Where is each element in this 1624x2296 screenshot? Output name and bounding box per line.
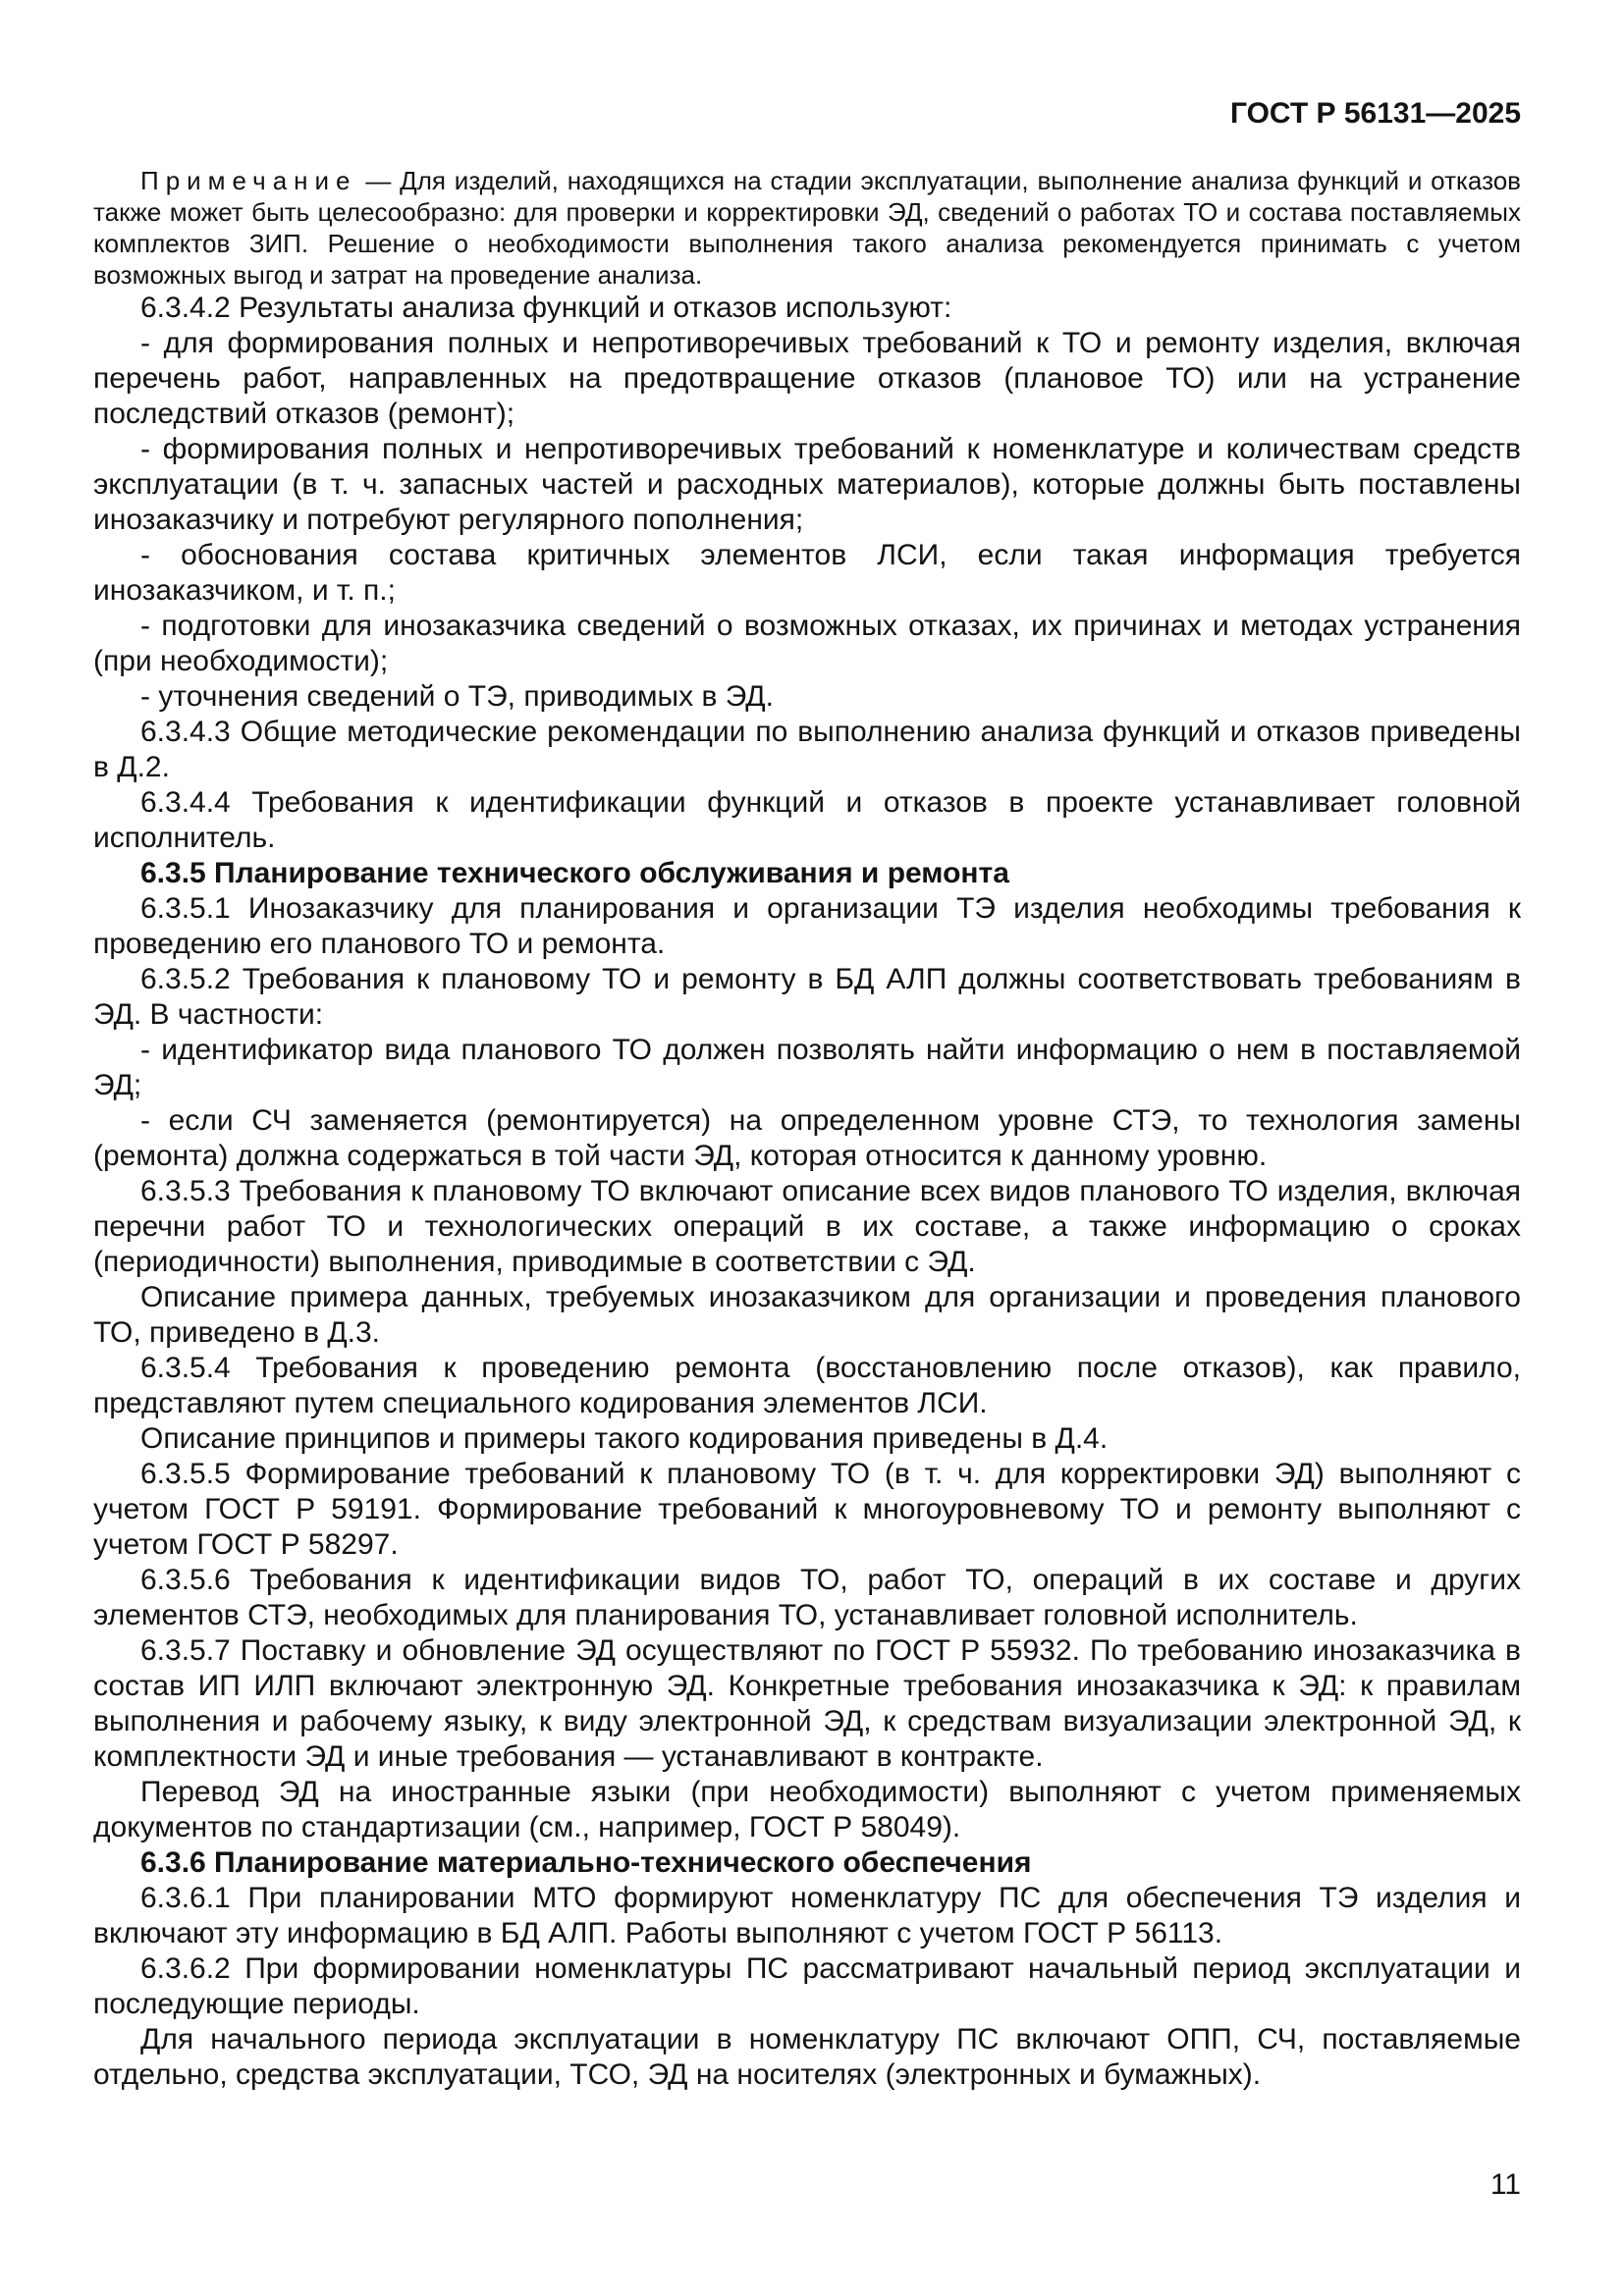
paragraph-example-d4: Описание принципов и примеры такого кодирования приведены в Д.4. — [140, 1422, 1109, 1455]
section-heading-6-3-6: 6.3.6 Планирование материально-технического обеспечения — [140, 1846, 1032, 1879]
paragraph-6-3-5-2: 6.3.5.2 Требования к плановому ТО и ремонту в БД АЛП должны соответствовать требованиям в ЭД. В частности: — [93, 963, 1521, 1031]
document-content — [93, 165, 1521, 2093]
paragraph-6-3-4-4: 6.3.4.4 Требования к идентификации функций и отказов в проекте устанавливает головной исполнитель. — [93, 786, 1521, 854]
paragraph-6-3-5-1: 6.3.5.1 Инозаказчику для планирования и организации ТЭ изделия необходимы требования к проведению его планового ТО и ремонта. — [93, 892, 1521, 960]
standard-designation: ГОСТ Р 56131—2025 — [1229, 97, 1521, 130]
paragraph-6-3-5-4: 6.3.5.4 Требования к проведению ремонта (восстановлению после отказов), как правило, представляют путем специального кодирования элементов ЛСИ. — [93, 1352, 1521, 1419]
paragraph-6-3-6-1: 6.3.6.1 При планировании МТО формируют номенклатуру ПС для обеспечения ТЭ изделия и включают эту информацию в БД АЛП. Работы выполняют с учетом ГОСТ Р 56113. — [93, 1882, 1521, 1949]
paragraph-example-d3: Описание примера данных, требуемых инозаказчиком для организации и проведения планового ТО, приведено в Д.3. — [93, 1281, 1521, 1349]
document-header — [93, 96, 1521, 132]
list-item-dash: - уточнения сведений о ТЭ, приводимых в ЭД. — [140, 680, 774, 713]
section-heading-6-3-5: 6.3.5 Планирование технического обслуживания и ремонта — [140, 857, 1009, 889]
list-item-dash: - обоснования состава критичных элементов ЛСИ, если такая информация требуется инозаказчиком, и т. п.; — [93, 539, 1521, 607]
paragraph-6-3-4-2: 6.3.4.2 Результаты анализа функций и отказов используют: — [140, 292, 952, 324]
list-item-dash: - формирования полных и непротиворечивых требований к номенклатуре и количествам средств эксплуатации (в т. ч. запасных частей и расходных материалов), которые должны быть поставлены инозаказчику и потребуют регулярного пополнения; — [93, 433, 1521, 536]
paragraph-6-3-5-7: 6.3.5.7 Поставку и обновление ЭД осуществляют по ГОСТ Р 55932. По требованию инозаказчика в состав ИП ИЛП включают электронную ЭД. Конкретные требования инозаказчика к ЭД: к правилам выполнения и рабочему языку, к виду электронной ЭД, к средствам визуализации электронной ЭД, к комплектности ЭД и иные требования — устанавливают в контракте. — [93, 1634, 1521, 1773]
paragraph-6-3-5-5: 6.3.5.5 Формирование требований к плановому ТО (в т. ч. для корректировки ЭД) выполняют с учетом ГОСТ Р 59191. Формирование требований к многоуровневому ТО и ремонту выполняют с учетом ГОСТ Р 58297. — [93, 1458, 1521, 1561]
list-item-dash: - идентификатор вида планового ТО должен позволять найти информацию о нем в поставляемой ЭД; — [93, 1034, 1521, 1101]
list-item-dash: - подготовки для инозаказчика сведений о возможных отказах, их причинах и методах устранения (при необходимости); — [93, 610, 1521, 677]
note-label: Примечание — [140, 166, 357, 195]
paragraph-6-3-5-6: 6.3.5.6 Требования к идентификации видов ТО, работ ТО, операций в их составе и других элементов СТЭ, необходимых для планирования ТО, устанавливает головной исполнитель. — [93, 1564, 1521, 1631]
paragraph-6-3-4-3: 6.3.4.3 Общие методические рекомендации по выполнению анализа функций и отказов приведены в Д.2. — [93, 716, 1521, 783]
note-paragraph — [93, 165, 1521, 291]
paragraph-6-3-5-3: 6.3.5.3 Требования к плановому ТО включают описание всех видов планового ТО изделия, включая перечни работ ТО и технологических операций в их составе, а также информацию о сроках (периодичности) выполнения, приводимые в соответствии с ЭД. — [93, 1175, 1521, 1278]
note-text: — Для изделий, находящихся на стадии эксплуатации, выполнение анализа функций и отказов также может быть целесообразно: для проверки и корректировки ЭД, сведений о работах ТО и состава поставляемых комплектов ЗИП. Решение о необходимости выполнения такого анализа рекомендуется принимать с учетом возможных выгод и затрат на проведение анализа. — [93, 166, 1521, 290]
list-item-dash: - для формирования полных и непротиворечивых требований к ТО и ремонту изделия, включая перечень работ, направленных на предотвращение отказов (плановое ТО) или на устранение последствий отказов (ремонт); — [93, 327, 1521, 430]
paragraph-translation: Перевод ЭД на иностранные языки (при необходимости) выполняют с учетом применяемых документов по стандартизации (см., например, ГОСТ Р 58049). — [93, 1776, 1521, 1843]
paragraph-initial-period: Для начального периода эксплуатации в номенклатуру ПС включают ОПП, СЧ, поставляемые отдельно, средства эксплуатации, ТСО, ЭД на носителях (электронных и бумажных). — [93, 2023, 1521, 2091]
list-item-dash: - если СЧ заменяется (ремонтируется) на определенном уровне СТЭ, то технология замены (ремонта) должна содержаться в той части ЭД, которая относится к данному уровню. — [93, 1104, 1521, 1172]
paragraph-6-3-6-2: 6.3.6.2 При формировании номенклатуры ПС рассматривают начальный период эксплуатации и последующие периоды. — [93, 1952, 1521, 2020]
page-number: 11 — [1489, 2168, 1521, 2201]
